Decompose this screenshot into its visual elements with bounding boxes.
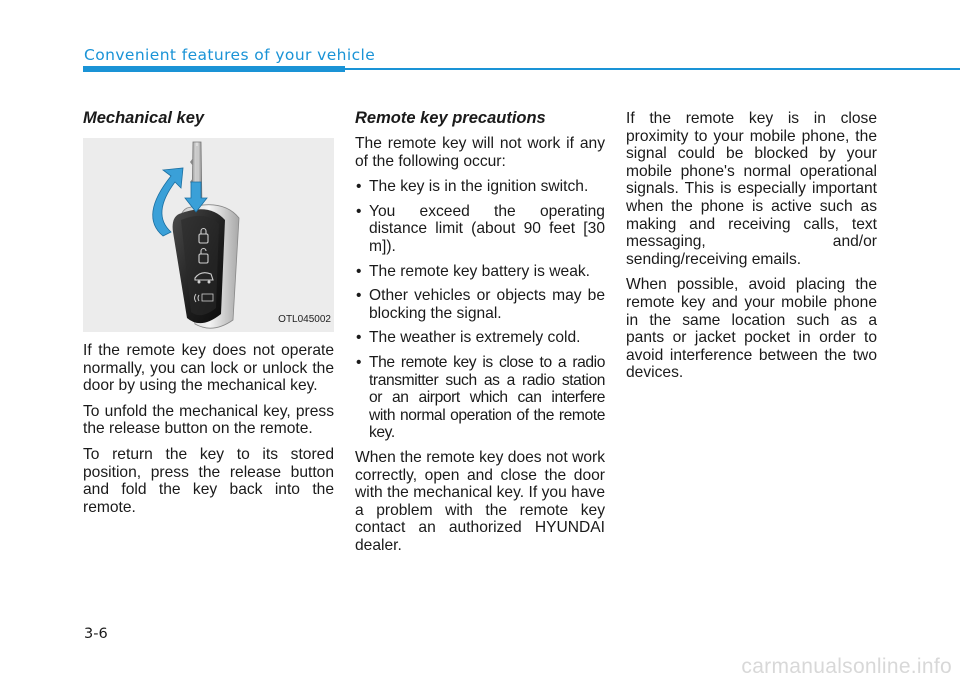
precaution-list xyxy=(355,178,605,442)
list-item: • Other vehicles or objects may be blocking the signal. xyxy=(355,287,605,322)
column-mobile-interference xyxy=(626,110,877,390)
section-title: Convenient features of your vehicle xyxy=(84,46,376,64)
column-remote-key-precautions xyxy=(355,108,605,562)
page-number: 3-6 xyxy=(84,626,108,642)
watermark: carmanualsonline.info xyxy=(741,655,952,678)
header-rule-thin xyxy=(345,68,960,70)
key-illustration-graphic xyxy=(83,138,334,332)
paragraph: If the remote key is in close proximity to your mobile phone, the signal could be blocked by your mobile phone's normal operational signals. This is especially important when the phone is active such as making and receiving calls, text messaging, and/or sending/receiving emails. xyxy=(626,110,877,268)
header-rule-thick xyxy=(83,66,345,72)
paragraph: When possible, avoid placing the remote key and your mobile phone in the same location such as a pants or jacket pocket in order to avoid interference between the two devices. xyxy=(626,276,877,382)
paragraph: To unfold the mechanical key, press the release button on the remote. xyxy=(83,402,334,438)
paragraph: To return the key to its stored position, press the release button and fold the key back into the remote. xyxy=(83,445,334,516)
list-item: • You exceed the operating distance limit (about 90 feet [30 m]). xyxy=(355,203,605,256)
heading-mechanical-key: Mechanical key xyxy=(83,109,205,127)
column-mechanical-key xyxy=(83,108,334,524)
heading-remote-key-precautions: Remote key precautions xyxy=(355,109,546,127)
list-item: • The weather is extremely cold. xyxy=(355,329,605,347)
key-illustration xyxy=(83,138,334,332)
intro-paragraph: The remote key will not work if any of the following occur: xyxy=(355,135,605,170)
list-item: • The remote key is close to a radio transmitter such as a radio station or an airport which can interfere with normal operation of the remote key. xyxy=(355,354,605,442)
list-item: • The key is in the ignition switch. xyxy=(355,178,605,196)
closing-paragraph: When the remote key does not work correctly, open and close the door with the mechanical key. If you have a problem with the remote key contact an authorized HYUNDAI dealer. xyxy=(355,448,605,554)
paragraph: If the remote key does not operate normally, you can lock or unlock the door by using the mechanical key. xyxy=(83,342,334,395)
figure-code: OTL045002 xyxy=(278,314,331,326)
list-item: • The remote key battery is weak. xyxy=(355,263,605,281)
